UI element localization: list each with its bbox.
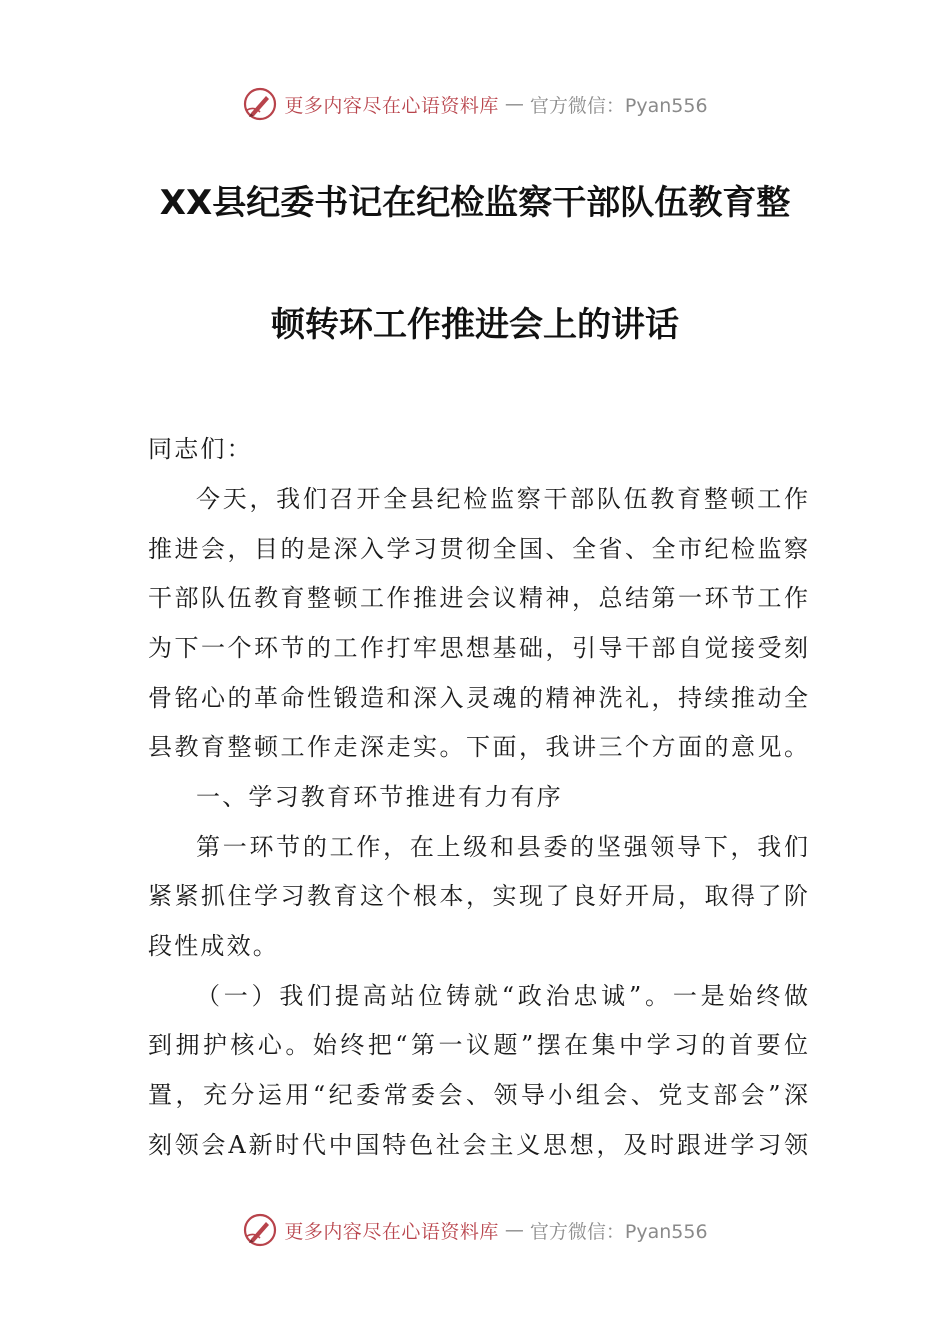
- document-title-line-2: 顿转环工作推进会上的讲话: [271, 305, 679, 345]
- body-line-4: 为下一个环节的工作打牢思想基础，引导干部自觉接受刻: [148, 634, 808, 662]
- body-line-6: 县教育整顿工作走深走实。下面，我讲三个方面的意见。: [148, 733, 808, 761]
- pen-logo-icon: [242, 1212, 278, 1248]
- watermark-banner-top: [0, 84, 950, 124]
- body-line-2: 推进会，目的是深入学习贯彻全国、全省、全市纪检监察: [148, 535, 808, 563]
- section-heading-1: 一、学习教育环节推进有力有序: [196, 783, 563, 811]
- watermark-wechat-text: 官方微信：Pyan556: [529, 1220, 708, 1243]
- body-line-12: 到拥护核心。始终把“第一议题”摆在集中学习的首要位: [148, 1031, 808, 1059]
- body-line-9: 紧紧抓住学习教育这个根本，实现了良好开局，取得了阶: [148, 882, 808, 910]
- watermark-dash: —: [504, 1219, 524, 1241]
- body-line-13: 置，充分运用“纪委常委会、领导小组会、党支部会”深: [148, 1081, 808, 1109]
- body-line-1: 今天，我们召开全县纪检监察干部队伍教育整顿工作: [196, 485, 808, 513]
- watermark-banner-bottom: [0, 1210, 950, 1250]
- pen-logo-icon: [242, 86, 278, 122]
- watermark-brand-text: 更多内容尽在心语资料库: [284, 94, 499, 117]
- watermark-dash: —: [504, 93, 524, 115]
- watermark-brand-text: 更多内容尽在心语资料库: [284, 1220, 499, 1243]
- body-line-14: 刻领会A新时代中国特色社会主义思想，及时跟进学习领: [148, 1131, 808, 1159]
- body-line-5: 骨铭心的革命性锻造和深入灵魂的精神洗礼，持续推动全: [148, 684, 808, 712]
- body-line-3: 干部队伍教育整顿工作推进会议精神，总结第一环节工作: [148, 584, 808, 612]
- document-title-line-1: XX县纪委书记在纪检监察干部队伍教育整: [159, 183, 791, 223]
- watermark-wechat-text: 官方微信：Pyan556: [529, 94, 708, 117]
- body-line-10: 段性成效。: [148, 932, 279, 960]
- body-line-8: 第一环节的工作，在上级和县委的坚强领导下，我们: [196, 833, 808, 861]
- body-line-11: （一）我们提高站位铸就“政治忠诚”。一是始终做: [196, 982, 808, 1010]
- salutation: 同志们：: [148, 435, 253, 463]
